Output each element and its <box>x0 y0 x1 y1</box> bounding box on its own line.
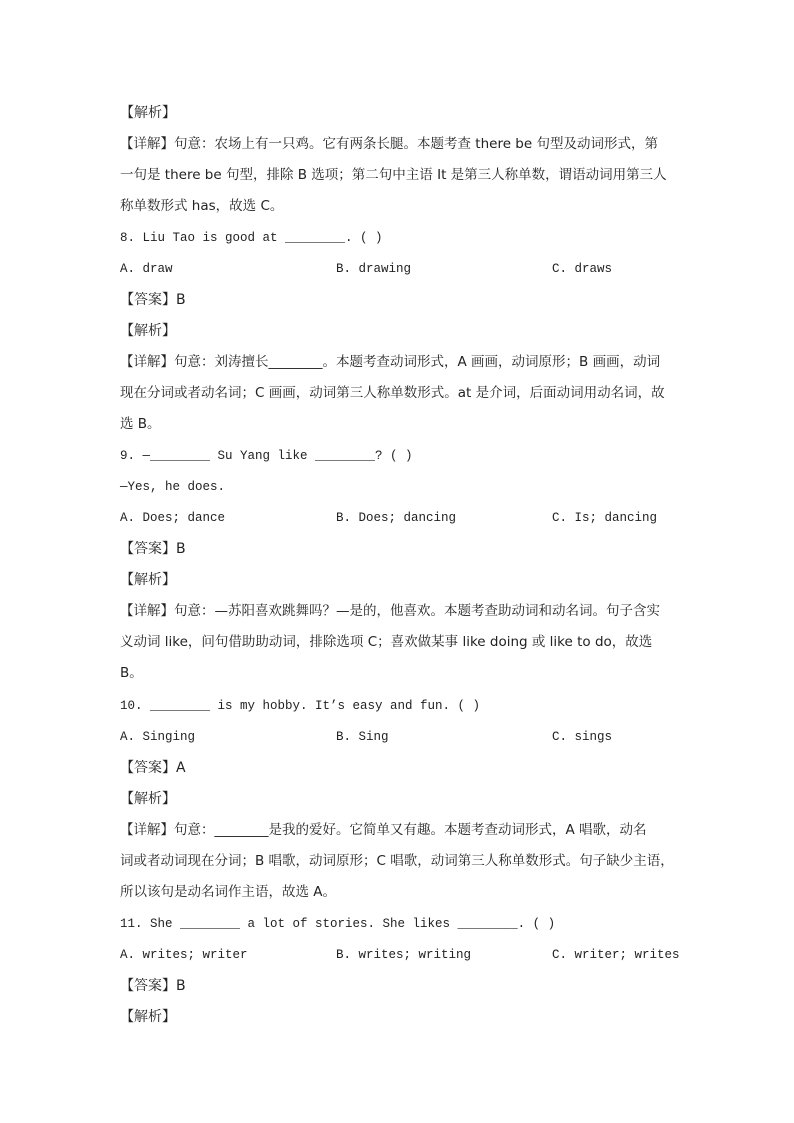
option-a: A. draw <box>120 262 173 276</box>
explanation-text: 义动词 like，问句借助助动词，排除选项 C；喜欢做某事 like doing 或 like to do，故选 <box>120 634 653 650</box>
question-11: 11. She ________ a lot of stories. She likes ________. ( ) <box>120 917 556 931</box>
explanation-text: 一句是 there be 句型，排除 B 选项；第二句中主语 It 是第三人称单数，谓语动词用第三人 <box>120 167 667 183</box>
question-11-options <box>120 945 680 965</box>
question-9-options <box>120 508 680 528</box>
option-a: A. Does; dance <box>120 511 226 525</box>
option-b: B. Does; dancing <box>336 511 457 525</box>
explanation-text: 【详解】句意：刘涛擅长________。本题考查动词形式，A 画画，动词原形；B 画画，动词 <box>120 354 661 370</box>
analysis-heading: 【解析】 <box>120 791 176 807</box>
explanation-text: 称单数形式 has，故选 C。 <box>120 198 284 214</box>
option-b: B. drawing <box>336 262 412 276</box>
answer-line: 【答案】B <box>120 541 186 557</box>
option-c: C. draws <box>552 262 613 276</box>
answer-line: 【答案】B <box>120 292 186 308</box>
question-9-reply: —Yes, he does. <box>120 480 226 494</box>
explanation-text: 所以该句是动名词作主语，故选 A。 <box>120 884 337 900</box>
option-c: C. writer; writes <box>552 948 680 962</box>
answer-line: 【答案】A <box>120 760 186 776</box>
analysis-heading: 【解析】 <box>120 572 176 588</box>
option-c: C. sings <box>552 730 613 744</box>
question-10-options <box>120 727 680 747</box>
explanation-text: 选 B。 <box>120 416 161 432</box>
explanation-text: 现在分词或者动名词；C 画画，动词第三人称单数形式。at 是介词，后面动词用动名词，故 <box>120 385 665 401</box>
explanation-text: 【详解】句意：农场上有一只鸡。它有两条长腿。本题考查 there be 句型及动词形式，第 <box>120 136 658 152</box>
analysis-heading: 【解析】 <box>120 1009 176 1025</box>
explanation-text: B。 <box>120 665 143 681</box>
option-a: A. writes; writer <box>120 948 248 962</box>
explanation-text: 【详解】句意：—苏阳喜欢跳舞吗？—是的，他喜欢。本题考查助动词和动名词。句子含实 <box>120 603 660 619</box>
option-b: B. Sing <box>336 730 389 744</box>
explanation-text: 【详解】句意：________是我的爱好。它简单又有趣。本题考查动词形式，A 唱歌，动名 <box>120 822 647 838</box>
answer-line: 【答案】B <box>120 978 186 994</box>
question-10: 10. ________ is my hobby. It’s easy and fun. ( ) <box>120 699 481 713</box>
analysis-heading: 【解析】 <box>120 105 176 121</box>
option-b: B. writes; writing <box>336 948 472 962</box>
question-8: 8. Liu Tao is good at ________. ( ) <box>120 231 383 245</box>
question-9: 9. —________ Su Yang like ________? ( ) <box>120 449 413 463</box>
option-a: A. Singing <box>120 730 196 744</box>
option-c: C. Is; dancing <box>552 511 658 525</box>
question-8-options <box>120 259 680 279</box>
analysis-heading: 【解析】 <box>120 323 176 339</box>
explanation-text: 词或者动词现在分词；B 唱歌，动词原形；C 唱歌，动词第三人称单数形式。句子缺少主语， <box>120 853 674 869</box>
